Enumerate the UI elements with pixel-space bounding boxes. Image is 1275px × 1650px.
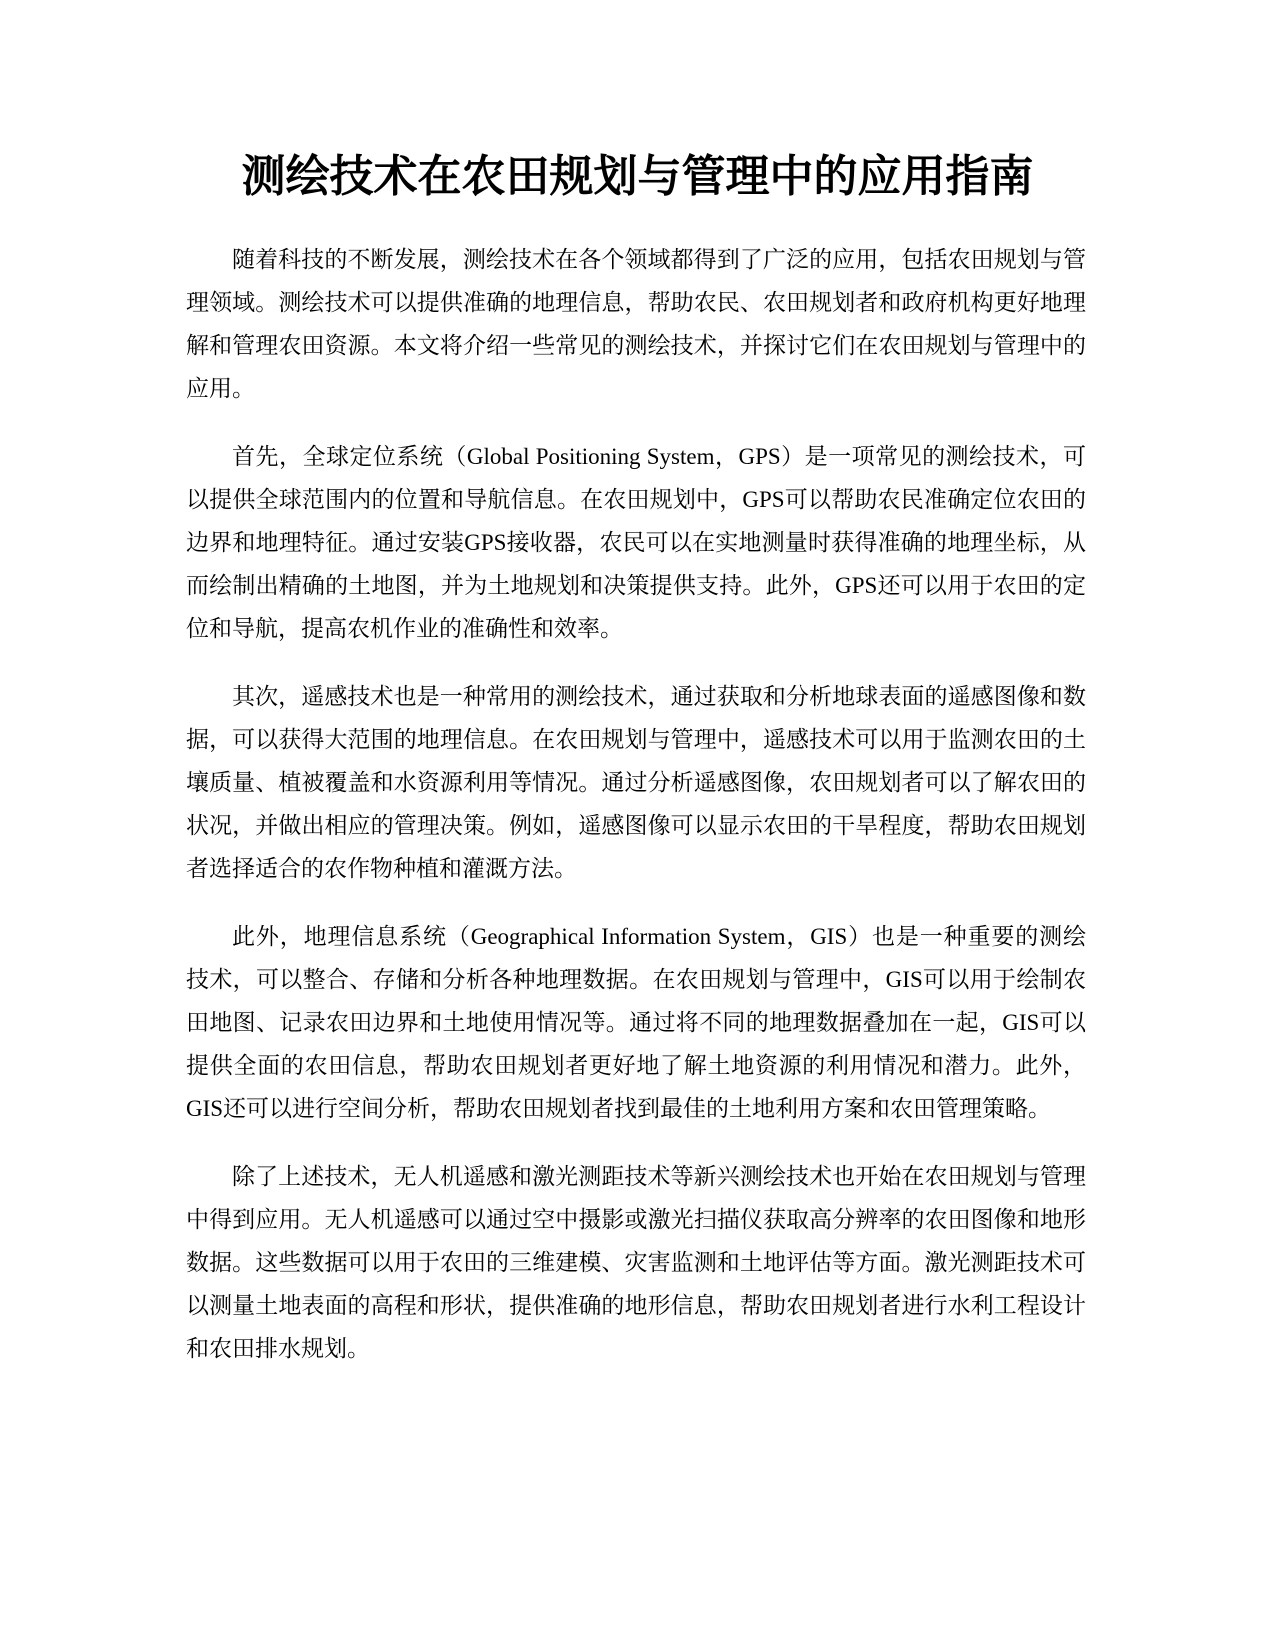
paragraph-remote-sensing: 其次，遥感技术也是一种常用的测绘技术，通过获取和分析地球表面的遥感图像和数据，可以获得大范围的地理信息。在农田规划与管理中，遥感技术可以用于监测农田的土壤质量、植被覆盖和水资源利用等情况。通过分析遥感图像，农田规划者可以了解农田的状况，并做出相应的管理决策。例如，遥感图像可以显示农田的干旱程度，帮助农田规划者选择适合的农作物种植和灌溉方法。	[186, 684, 1086, 881]
paragraph-emerging-tech: 除了上述技术，无人机遥感和激光测距技术等新兴测绘技术也开始在农田规划与管理中得到应用。无人机遥感可以通过空中摄影或激光扫描仪获取高分辨率的农田图像和地形数据。这些数据可以用于农田的三维建模、灾害监测和土地评估等方面。激光测距技术可以测量土地表面的高程和形状，提供准确的地形信息，帮助农田规划者进行水利工程设计和农田排水规划。	[186, 1164, 1086, 1361]
paragraph-intro: 随着科技的不断发展，测绘技术在各个领域都得到了广泛的应用，包括农田规划与管理领域。测绘技术可以提供准确的地理信息，帮助农民、农田规划者和政府机构更好地理解和管理农田资源。本文将介绍一些常见的测绘技术，并探讨它们在农田规划与管理中的应用。	[186, 247, 1086, 401]
paragraph-gis: 此外，地理信息系统（Geographical Information System，GIS）也是一种重要的测绘技术，可以整合、存储和分析各种地理数据。在农田规划与管理中，GIS可以用于绘制农田地图、记录农田边界和土地使用情况等。通过将不同的地理数据叠加在一起，GIS可以提供全面的农田信息，帮助农田规划者更好地了解土地资源的利用情况和潜力。此外，GIS还可以进行空间分析，帮助农田规划者找到最佳的土地利用方案和农田管理策略。	[186, 924, 1086, 1121]
document-title: 测绘技术在农田规划与管理中的应用指南	[241, 151, 1034, 202]
document-body	[186, 238, 1086, 1395]
paragraph-gps: 首先，全球定位系统（Global Positioning System，GPS）是一项常见的测绘技术，可以提供全球范围内的位置和导航信息。在农田规划中，GPS可以帮助农民准确定位农田的边界和地理特征。通过安装GPS接收器，农民可以在实地测量时获得准确的地理坐标，从而绘制出精确的土地图，并为土地规划和决策提供支持。此外，GPS还可以用于农田的定位和导航，提高农机作业的准确性和效率。	[186, 444, 1086, 641]
